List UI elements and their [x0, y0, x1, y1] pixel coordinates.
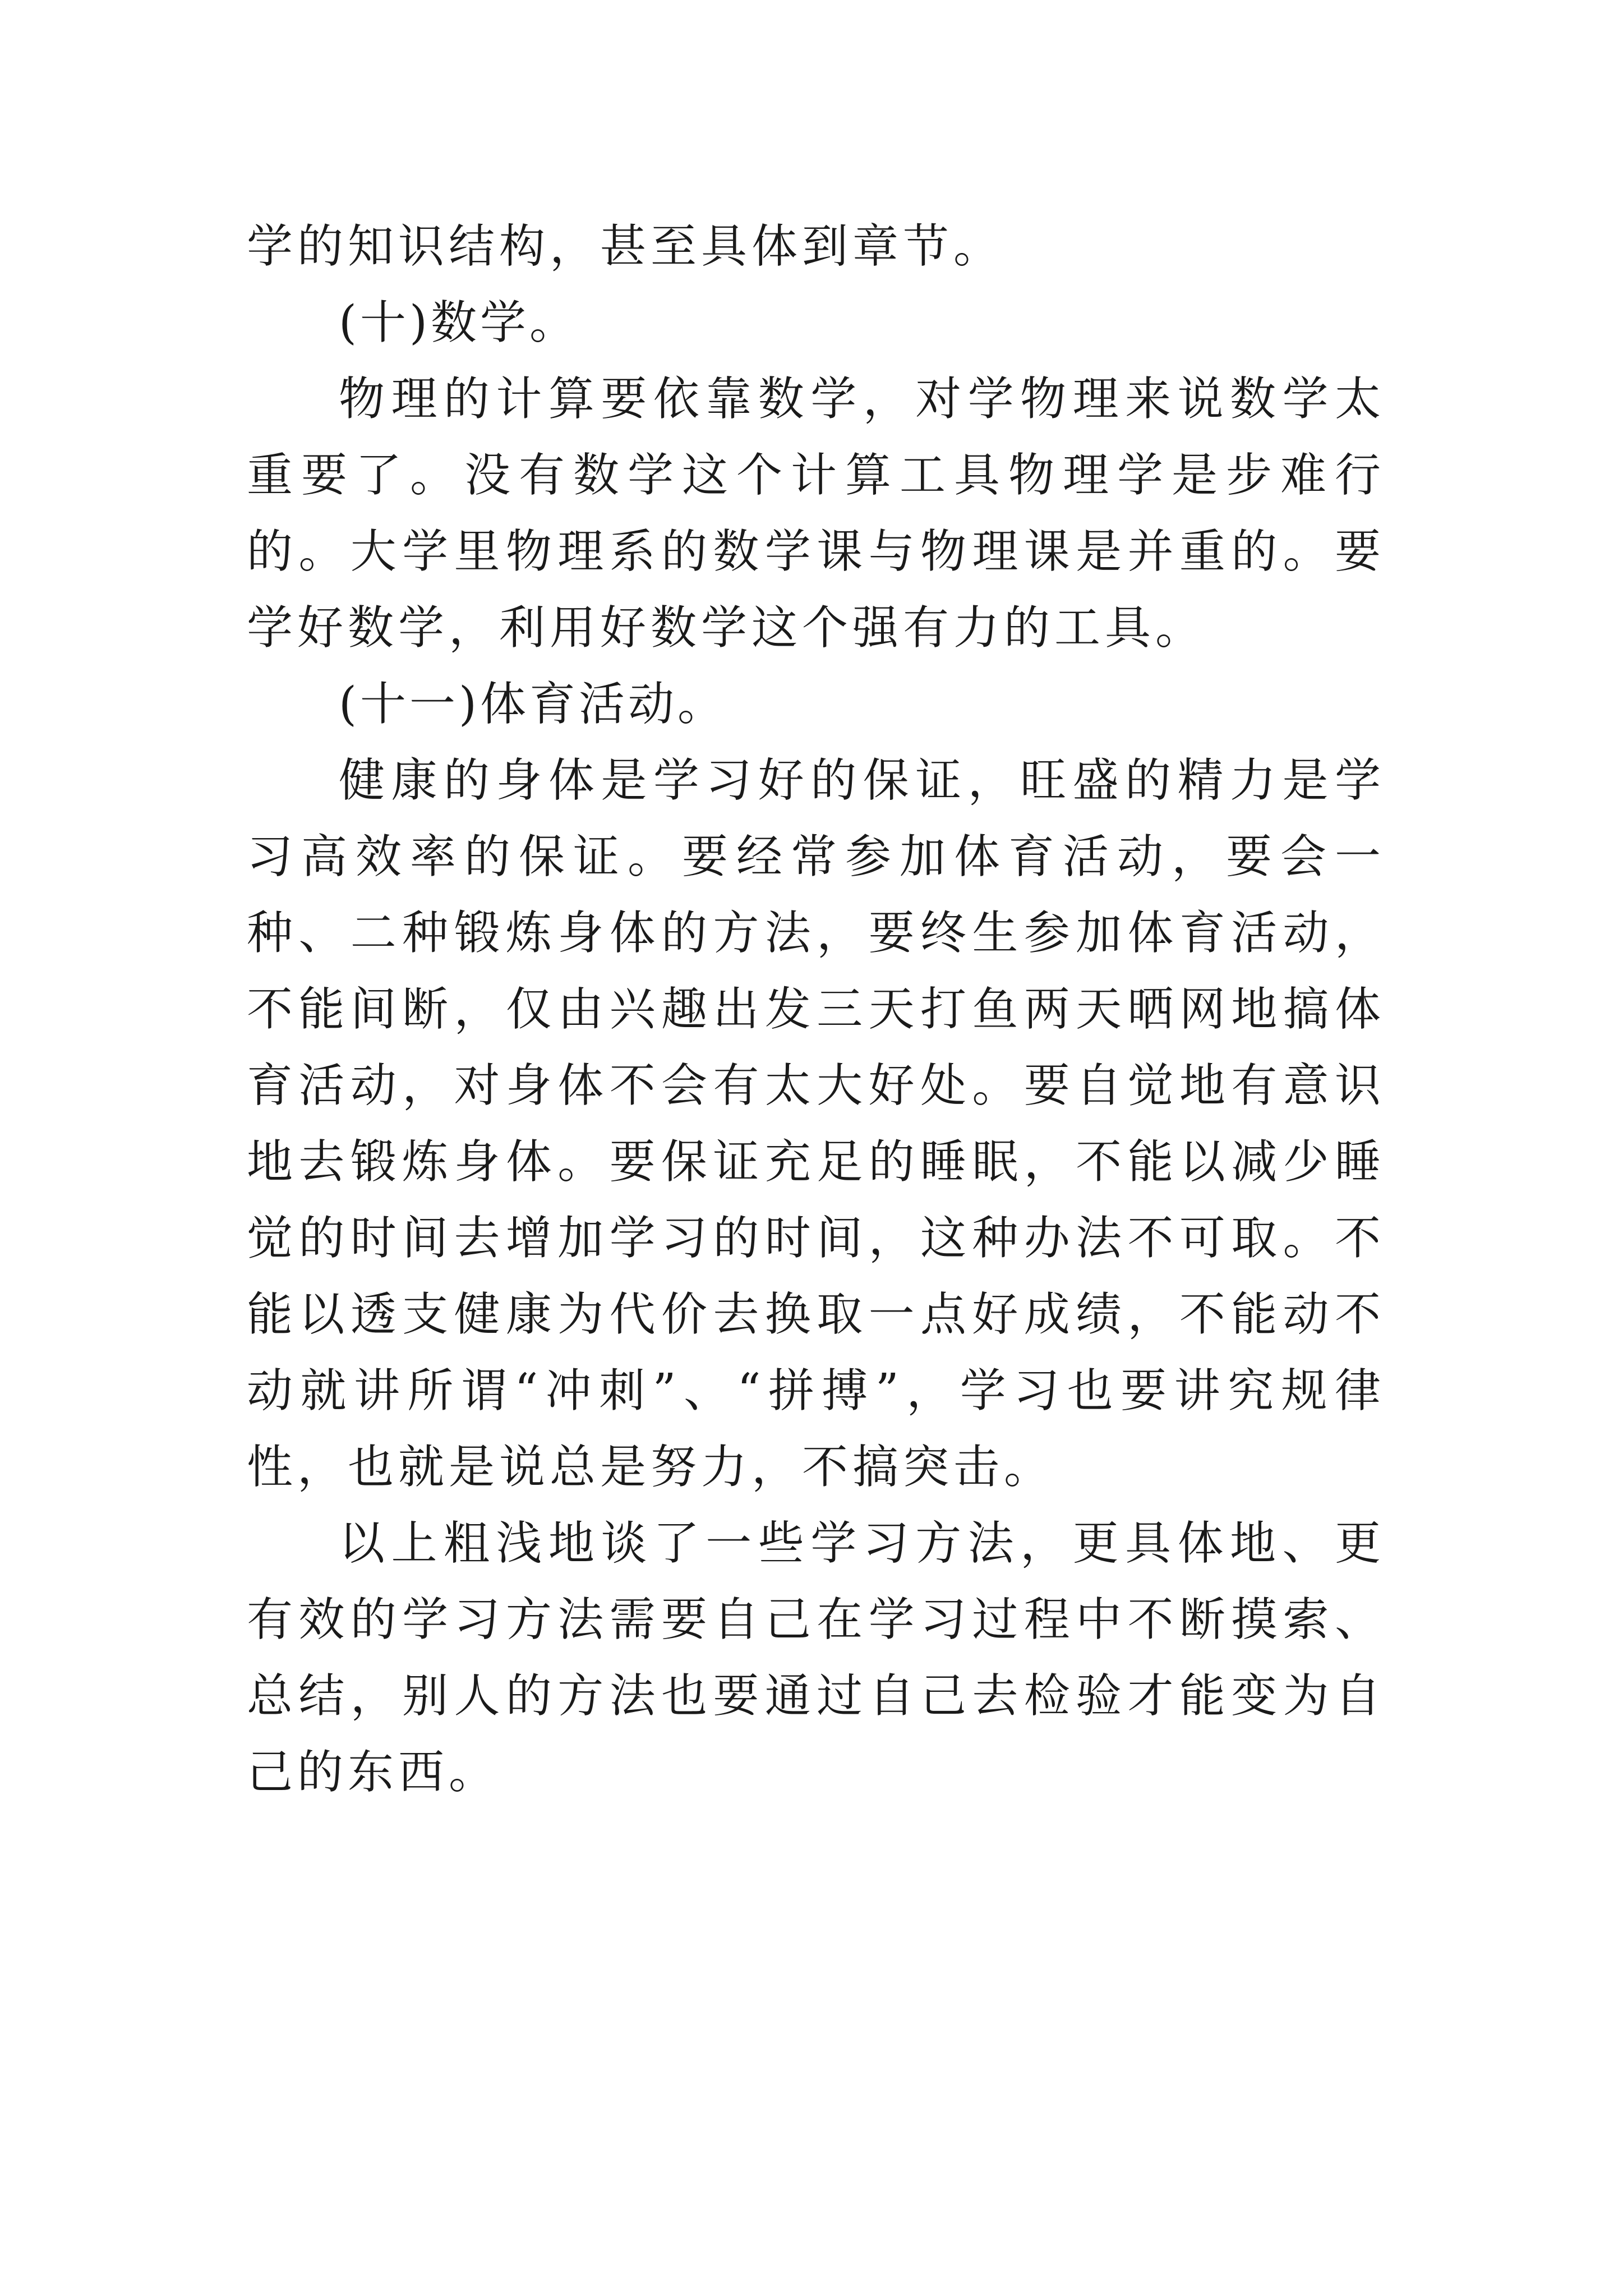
section-heading-math: (十)数学。 — [339, 296, 579, 349]
paragraph-continued: 学的知识结构，甚至具体到章节。 — [247, 220, 1004, 273]
paragraph-math: 物理的计算要依靠数学，对学物理来说数学太重要了。没有数学这个计算工具物理学是步难行的。大学里物理系的数学课与物理课是并重的。要学好数学，利用好数学这个强有力的工具。 — [247, 372, 1385, 655]
document-body — [247, 209, 1385, 1811]
section-heading-sports: (十一)体育活动。 — [339, 678, 727, 731]
paragraph-conclusion: 以上粗浅地谈了一些学习方法，更具体地、更有效的学习方法需要自己在学习过程中不断摸索、总结，别人的方法也要通过自己去检验才能变为自己的东西。 — [247, 1517, 1385, 1799]
paragraph-sports: 健康的身体是学习好的保证，旺盛的精力是学习高效率的保证。要经常参加体育活动，要会一种、二种锻炼身体的方法，要终生参加体育活动，不能间断，仅由兴趣出发三天打鱼两天晒网地搞体育活动，对身体不会有太大好处。要自觉地有意识地去锻炼身体。要保证充足的睡眠，不能以减少睡觉的时间去增加学习的时间，这种办法不可取。不能以透支健康为代价去换取一点好成绩，不能动不动就讲所谓“冲刺”、“拼搏”，学习也要讲究规律性，也就是说总是努力，不搞突击。 — [247, 754, 1385, 1494]
